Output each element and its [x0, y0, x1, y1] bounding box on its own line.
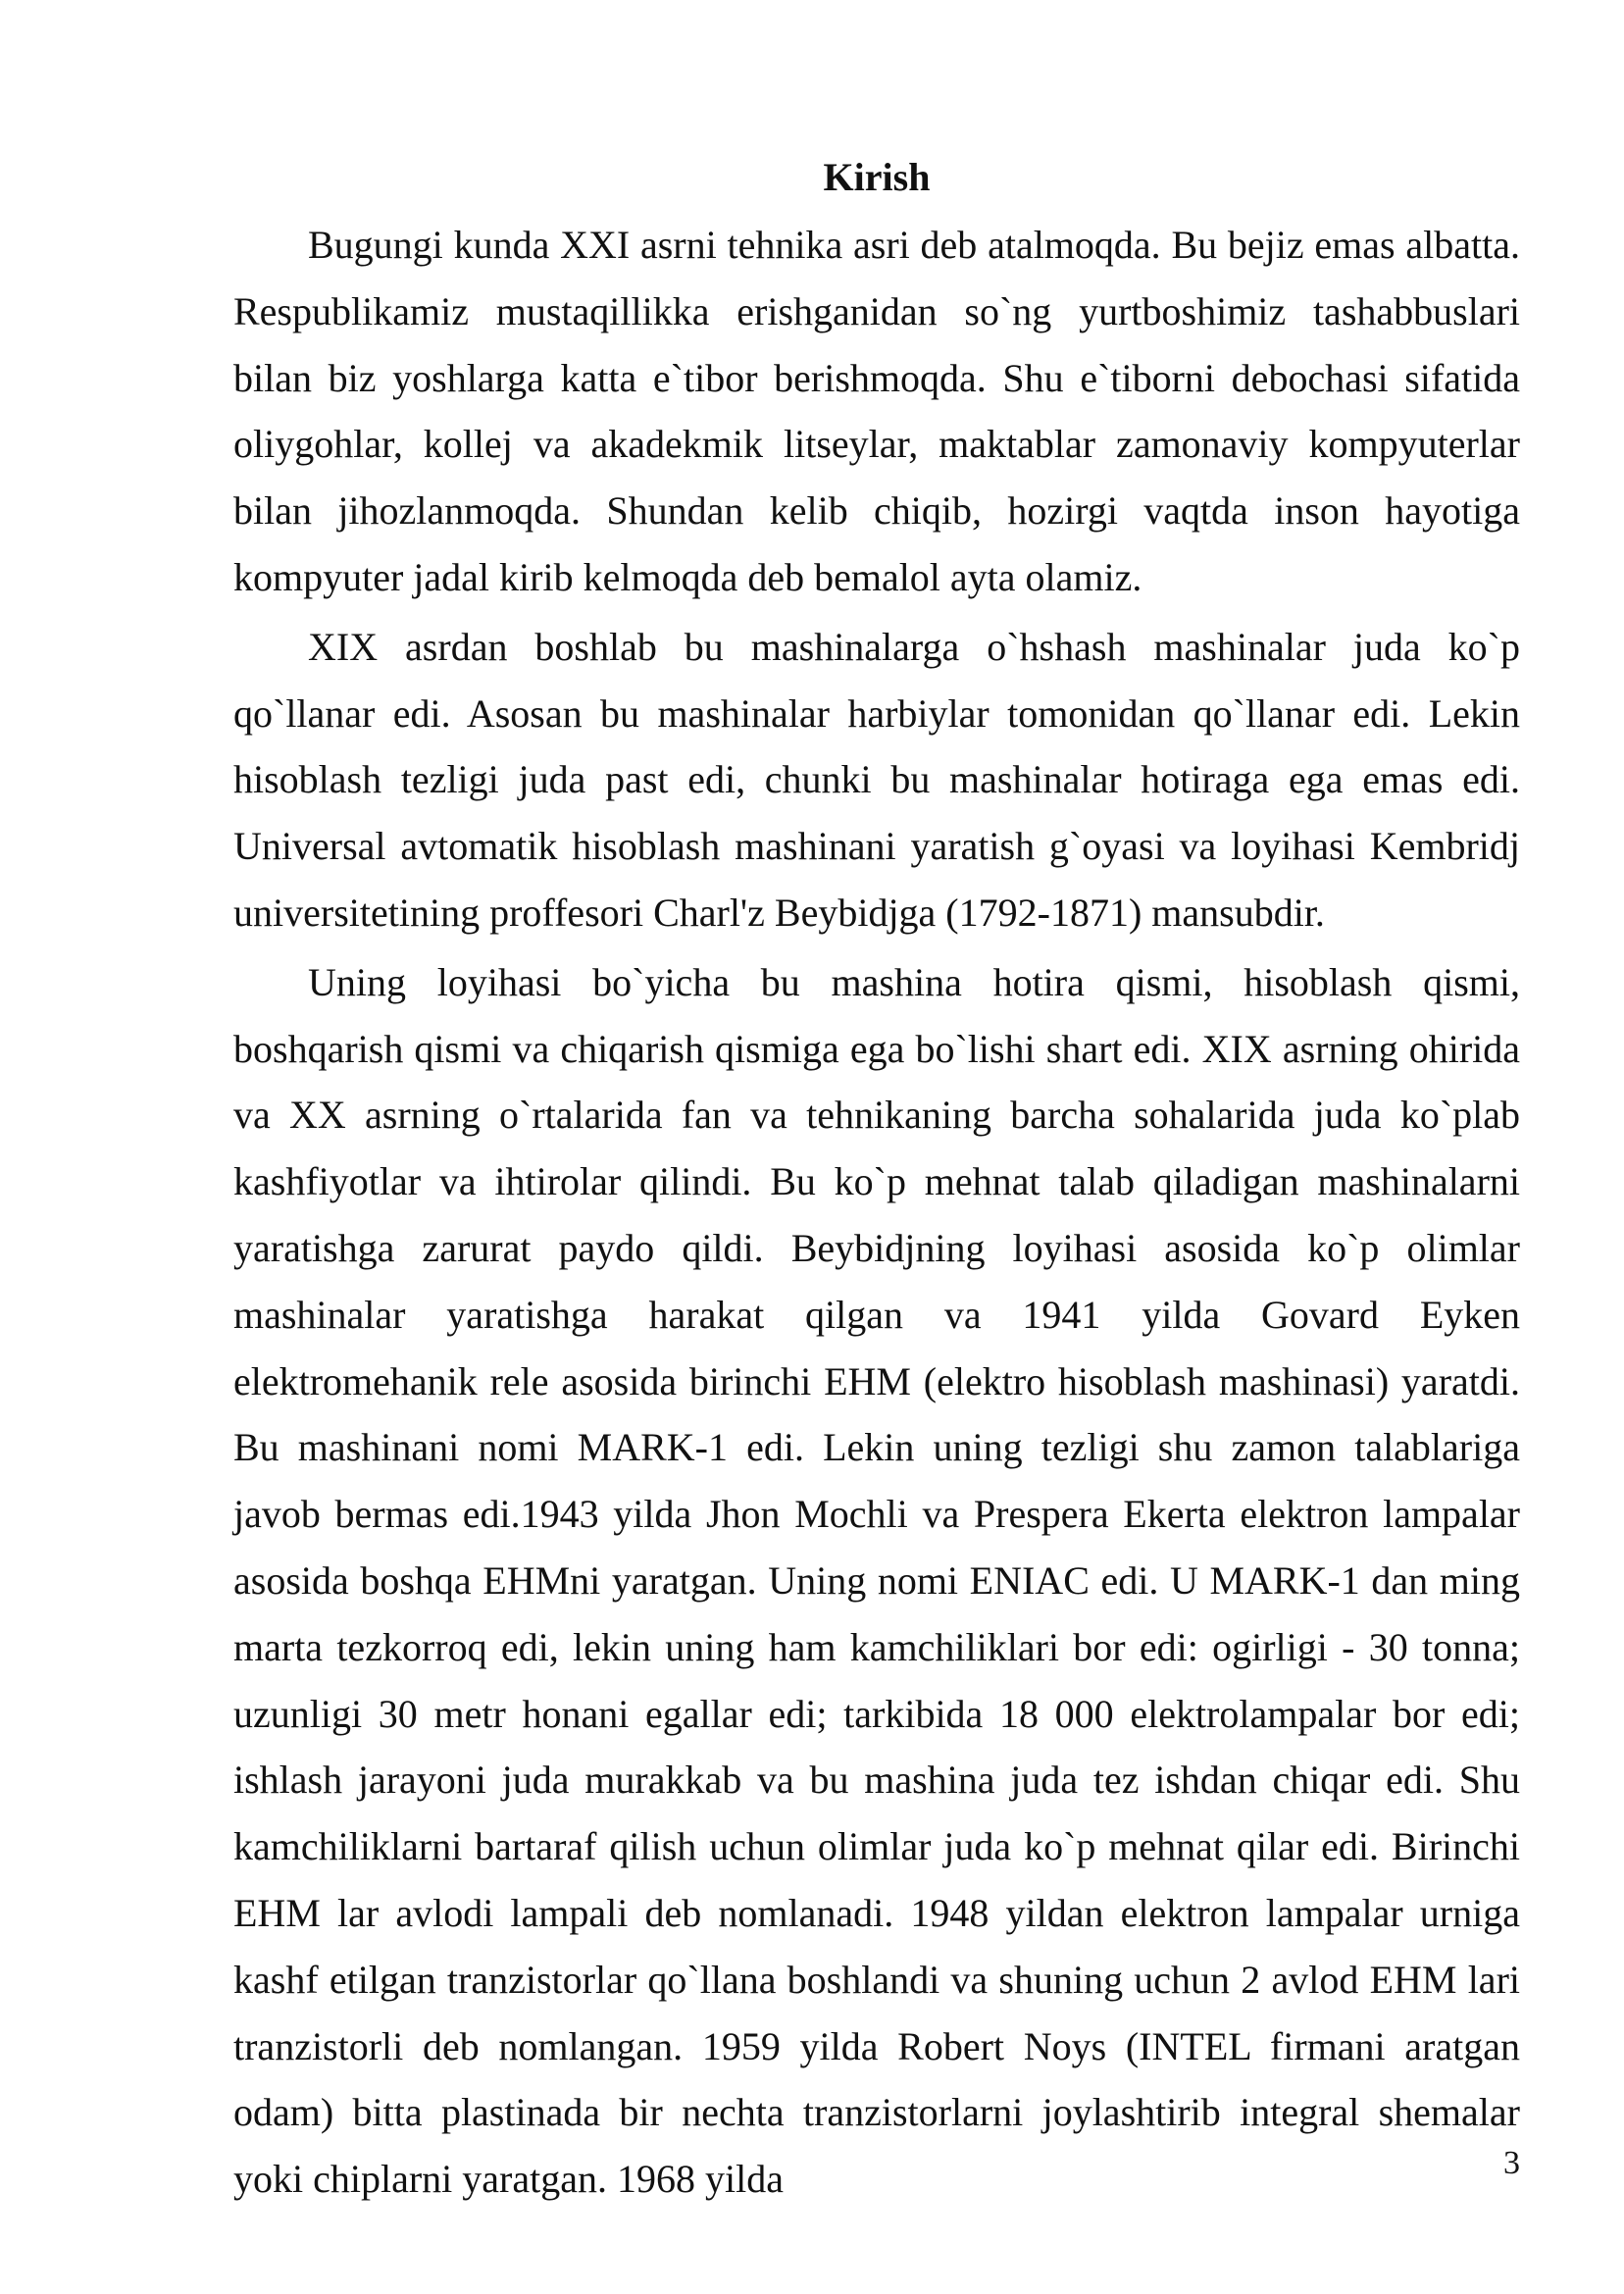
page-title: Kirish: [823, 155, 931, 199]
page-content: [233, 147, 1520, 2213]
paragraph-3: Uning loyihasi bo`yicha bu mashina hotira qismi, hisoblash qismi, boshqarish qismi va chiqarish qismiga ega bo`lishi shart edi. XIX asrning ohirida va XX asrning o`rtalarida fan va tehnikaning barcha sohalarida juda ko`plab kashfiyotlar va ihtirolar qilindi. Bu ko`p mehnat talab qiladigan mashinalarni yaratishga zarurat paydo qildi. Beybidjning loyihasi asosida ko`p olimlar mashinalar yaratishga harakat qilgan va 1941 yilda Govard Eyken elektromehanik rele asosida birinchi EHM (elektro hisoblash mashinasi) yaratdi. Bu mashinani nomi MARK-1 edi. Lekin uning tezligi shu zamon talablariga javob bermas edi.1943 yilda Jhon Mochli va Prespera Ekerta elektron lampalar asosida boshqa EHMni yaratgan. Uning nomi ENIAC edi. U MARK-1 dan ming marta tezkorroq edi, lekin uning ham kamchiliklari bor edi: ogirligi - 30 tonna; uzunligi 30 metr honani egallar edi; tarkibida 18 000 elektrolampalar bor edi; ishlash jarayoni juda murakkab va bu mashina juda tez ishdan chiqar edi. Shu kamchiliklarni bartaraf qilish uchun olimlar juda ko`p mehnat qilar edi. Birinchi EHM lar avlodi lampali deb nomlanadi. 1948 yildan elektron lampalar urniga kashf etilgan tranzistorlar qo`llana boshlandi va shuning uchun 2 avlod EHM lari tranzistorli deb nomlangan. 1959 yilda Robert Noys (INTEL firmani aratgan odam) bitta plastinada bir nechta tranzistorlarni joylashtirib integral shemalar yoki chiplarni yaratgan. 1968 yilda: [233, 959, 1520, 2202]
paragraph-2: XIX asrdan boshlab bu mashinalarga o`hshash mashinalar juda ko`p qo`llanar edi. Asosan bu mashinalar harbiylar tomonidan qo`llanar edi. Lekin hisoblash tezligi juda past edi, chunki bu mashinalar hotiraga ega emas edi. Universal avtomatik hisoblash mashinani yaratish g`oyasi va loyihasi Kembridj universitetining proffesori Charl'z Beybidjga (1792-1871) mansubdir.: [233, 624, 1520, 935]
paragraph-1: Bugungi kunda XXI asrni tehnika asri deb atalmoqda. Bu bejiz emas albatta. Respublikamiz mustaqillikka erishganidan so`ng yurtboshimiz tashabbuslari bilan biz yoshlarga katta e`tibor berishmoqda. Shu e`tiborni debochasi sifatida oliygohlar, kollej va akadekmik litseylar, maktablar zamonaviy kompyuterlar bilan jihozlanmoqda. Shundan kelib chiqib, hozirgi vaqtda inson hayotiga kompyuter jadal kirib kelmoqda deb bemalol ayta olamiz.: [233, 223, 1520, 599]
page-number: 3: [1503, 2145, 1520, 2181]
